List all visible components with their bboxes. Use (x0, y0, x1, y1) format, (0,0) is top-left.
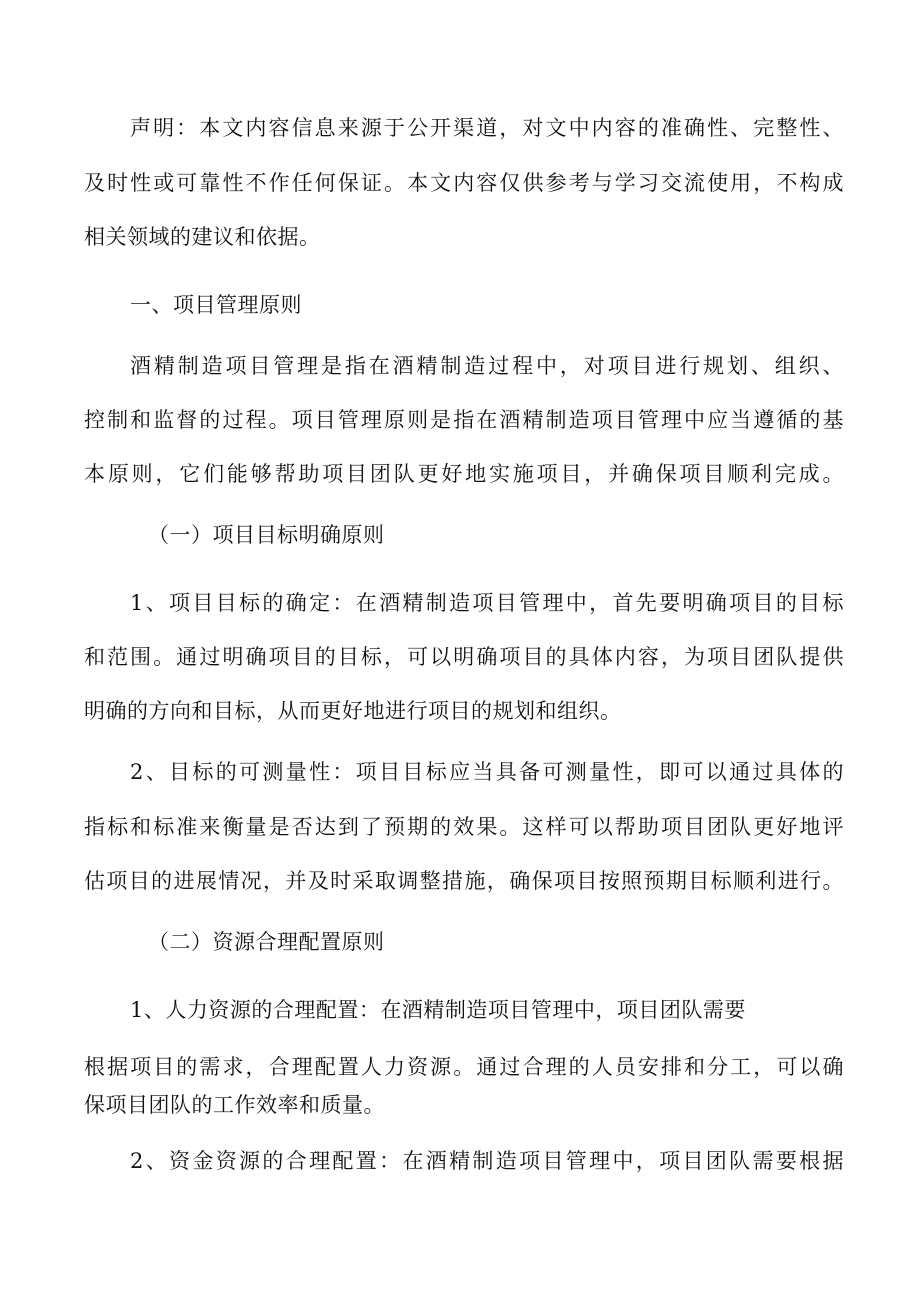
paragraph-line: 根据项目的需求，合理配置人力资源。通过合理的人员安排和分工，可以确 (84, 1055, 844, 1079)
paragraph-line: 控制和监督的过程。项目管理原则是指在酒精制造项目管理中应当遵循的基 (84, 408, 844, 432)
paragraph-line: 指标和标准来衡量是否达到了预期的效果。这样可以帮助项目团队更好地评 (84, 815, 844, 839)
subsection-heading-1: （一）项目目标明确原则 (148, 523, 385, 547)
paragraph-line: 1、项目目标的确定：在酒精制造项目管理中，首先要明确项目的目标 (130, 591, 844, 615)
paragraph-line: 酒精制造项目管理是指在酒精制造过程中，对项目进行规划、组织、 (130, 354, 844, 378)
paragraph-line: 1、人力资源的合理配置：在酒精制造项目管理中，项目团队需要 (130, 998, 746, 1022)
paragraph-line: 和范围。通过明确项目的目标，可以明确项目的具体内容，为项目团队提供 (84, 645, 844, 669)
disclaimer-line-2: 及时性或可靠性不作任何保证。本文内容仅供参考与学习交流使用，不构成 (84, 171, 844, 195)
section-heading-1: 一、项目管理原则 (130, 293, 302, 317)
paragraph-line: 2、目标的可测量性：项目目标应当具备可测量性，即可以通过具体的 (130, 760, 844, 784)
disclaimer-line-1: 声明：本文内容信息来源于公开渠道，对文中内容的准确性、完整性、 (130, 116, 844, 140)
subsection-heading-2: （二）资源合理配置原则 (148, 930, 385, 954)
paragraph-line: 估项目的进展情况，并及时采取调整措施，确保项目按照预期目标顺利进行。 (84, 869, 844, 893)
paragraph-line: 本原则，它们能够帮助项目团队更好地实施项目，并确保项目顺利完成。 (84, 462, 844, 486)
disclaimer-line-3: 相关领域的建议和依据。 (84, 225, 321, 249)
paragraph-line: 保项目团队的工作效率和质量。 (84, 1093, 385, 1117)
paragraph-line: 明确的方向和目标，从而更好地进行项目的规划和组织。 (84, 699, 622, 723)
paragraph-line: 2、资金资源的合理配置：在酒精制造项目管理中，项目团队需要根据 (130, 1149, 844, 1173)
